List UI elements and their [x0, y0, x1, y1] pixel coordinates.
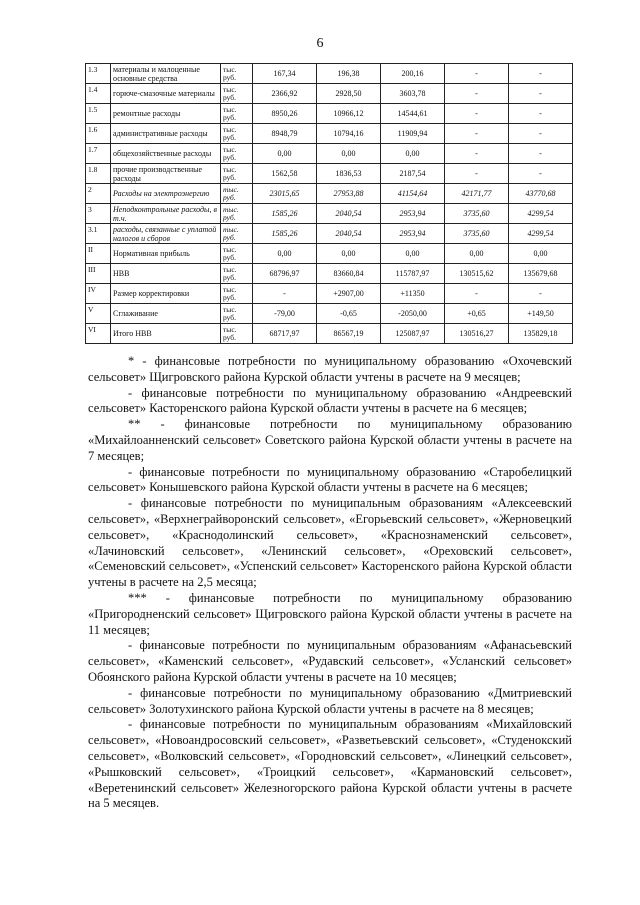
row-number-cell: II	[86, 244, 111, 264]
row-number-cell: IV	[86, 284, 111, 304]
value-cell: -	[509, 164, 573, 184]
table-row	[86, 244, 573, 264]
value-cell: 0,00	[253, 244, 317, 264]
footnote-paragraph: * - финансовые потребности по муниципальному образованию «Охочевский сельсовет» Щигровского района Курской области учтены в расчете на 9 месяцев;	[88, 354, 572, 384]
item-name-cell: административные расходы	[111, 124, 221, 144]
item-name-cell: Размер корректировки	[111, 284, 221, 304]
table-row	[86, 84, 573, 104]
unit-cell: тыс. руб.	[221, 124, 253, 144]
row-number-cell: 3.1	[86, 224, 111, 244]
item-name-cell: общехозяйственные расходы	[111, 144, 221, 164]
row-number-cell: 1.7	[86, 144, 111, 164]
page-number: 6	[316, 36, 324, 51]
table-row	[86, 224, 573, 244]
row-number-cell: 3	[86, 204, 111, 224]
item-name-cell: Неподконтрольные расходы, в т.ч.	[111, 204, 221, 224]
value-cell: 1585,26	[253, 224, 317, 244]
footnote-paragraph: ** - финансовые потребности по муниципальному образованию «Михайлоанненский сельсовет» Советского района Курской области учтены в расчете на 7 месяцев;	[88, 417, 572, 463]
value-cell: 115787,97	[381, 264, 445, 284]
footnote-paragraph: - финансовые потребности по муниципальным образованиям «Михайловский сельсовет», «Новоандросовский сельсовет», «Разветьевский сельсовет», «Студенокский сельсовет», «Волковский сельсовет», «Городновский сельсовет», «Линецкий сельсовет», «Рышковский сельсовет», «Троицкий сельсовет», «Кармановский сельсовет», «Веретенинский сельсовет» Железногорского района Курской области учтены в расчете на 5 месяцев.	[88, 717, 572, 811]
value-cell: 3603,78	[381, 84, 445, 104]
value-cell: 0,00	[381, 244, 445, 264]
table-row	[86, 184, 573, 204]
value-cell: 135679,68	[509, 264, 573, 284]
item-name-cell: Итого НВВ	[111, 324, 221, 344]
value-cell: 4299,54	[509, 204, 573, 224]
value-cell: -	[509, 144, 573, 164]
value-cell: 0,00	[317, 244, 381, 264]
item-name-cell: ремонтные расходы	[111, 104, 221, 124]
value-cell: 135829,18	[509, 324, 573, 344]
unit-cell: тыс. руб.	[221, 184, 253, 204]
value-cell: 130515,62	[445, 264, 509, 284]
table-row	[86, 124, 573, 144]
value-cell: 167,34	[253, 64, 317, 84]
value-cell: 3735,60	[445, 224, 509, 244]
unit-cell: тыс. руб.	[221, 84, 253, 104]
row-number-cell: 1.6	[86, 124, 111, 144]
table-row	[86, 144, 573, 164]
value-cell: 41154,64	[381, 184, 445, 204]
value-cell: 11909,94	[381, 124, 445, 144]
unit-cell: тыс. руб.	[221, 304, 253, 324]
value-cell: -	[509, 84, 573, 104]
value-cell: 1585,26	[253, 204, 317, 224]
footnote-paragraph: *** - финансовые потребности по муниципальному образованию «Пригородненский сельсовет» Щигровского района Курской области учтены в расчете на 11 месяцев;	[88, 590, 572, 637]
item-name-cell: Нормативная прибыль	[111, 244, 221, 264]
value-cell: 83660,84	[317, 264, 381, 284]
item-name-cell: Сглаживание	[111, 304, 221, 324]
value-cell: -	[509, 64, 573, 84]
value-cell: +2907,00	[317, 284, 381, 304]
value-cell: 2953,94	[381, 224, 445, 244]
value-cell: -	[445, 164, 509, 184]
item-name-cell: прочие производственные расходы	[111, 164, 221, 184]
value-cell: 3735,60	[445, 204, 509, 224]
value-cell: 23015,65	[253, 184, 317, 204]
value-cell: 2928,50	[317, 84, 381, 104]
value-cell: 2953,94	[381, 204, 445, 224]
item-name-cell: горюче-смазочные материалы	[111, 84, 221, 104]
table-row	[86, 64, 573, 84]
row-number-cell: III	[86, 264, 111, 284]
value-cell: -	[445, 64, 509, 84]
table-row	[86, 164, 573, 184]
unit-cell: тыс. руб.	[221, 224, 253, 244]
item-name-cell: Расходы на электроэнергию	[111, 184, 221, 204]
value-cell: -	[509, 124, 573, 144]
unit-cell: тыс. руб.	[221, 144, 253, 164]
value-cell: 2187,54	[381, 164, 445, 184]
value-cell: +11350	[381, 284, 445, 304]
footnote-paragraph: - финансовые потребности по муниципальным образованиям «Алексеевский сельсовет», «Верхнеграйворонский сельсовет», «Егорьевский сельсовет», «Жерновецкий сельсовет», «Краснодолинский сельсовет», «Краснознаменский сельсовет», «Лачиновский сельсовет», «Ленинский сельсовет», «Ореховский сельсовет», «Семеновский сельсовет», «Успенский сельсовет» Касторенского района Курской области учтены в расчете на 2,5 месяца;	[88, 496, 572, 590]
value-cell: 1562,58	[253, 164, 317, 184]
value-cell: 2040,54	[317, 224, 381, 244]
value-cell: 0,00	[381, 144, 445, 164]
unit-cell: тыс. руб.	[221, 64, 253, 84]
footnotes	[88, 354, 572, 812]
value-cell: 68717,97	[253, 324, 317, 344]
value-cell: -	[445, 104, 509, 124]
value-cell: -79,00	[253, 304, 317, 324]
value-cell: 27953,88	[317, 184, 381, 204]
value-cell: 0,00	[445, 244, 509, 264]
value-cell: 130516,27	[445, 324, 509, 344]
value-cell: 86567,19	[317, 324, 381, 344]
value-cell: 8948,79	[253, 124, 317, 144]
value-cell: 68796,97	[253, 264, 317, 284]
table-row	[86, 284, 573, 304]
value-cell: 125087,97	[381, 324, 445, 344]
value-cell: 0,00	[317, 144, 381, 164]
table-row	[86, 104, 573, 124]
footnote-paragraph: - финансовые потребности по муниципальному образованию «Андреевский сельсовет» Касторенского района Курской области учтены в расчете на 6 месяцев;	[88, 385, 572, 416]
value-cell: -0,65	[317, 304, 381, 324]
unit-cell: тыс. руб.	[221, 104, 253, 124]
unit-cell: тыс. руб.	[221, 284, 253, 304]
value-cell: -	[445, 284, 509, 304]
unit-cell: тыс. руб.	[221, 324, 253, 344]
unit-cell: тыс. руб.	[221, 244, 253, 264]
row-number-cell: 1.4	[86, 84, 111, 104]
value-cell: -	[445, 124, 509, 144]
row-number-cell: 1.5	[86, 104, 111, 124]
value-cell: -	[445, 84, 509, 104]
value-cell: 43770,68	[509, 184, 573, 204]
row-number-cell: 2	[86, 184, 111, 204]
value-cell: 8950,26	[253, 104, 317, 124]
value-cell: 196,38	[317, 64, 381, 84]
unit-cell: тыс. руб.	[221, 164, 253, 184]
value-cell: 10966,12	[317, 104, 381, 124]
table-row	[86, 264, 573, 284]
footnote-paragraph: - финансовые потребности по муниципальному образованию «Дмитриевский сельсовет» Золотухинского района Курской области учтены в расчете на 8 месяцев;	[88, 685, 572, 716]
value-cell: 0,00	[253, 144, 317, 164]
row-number-cell: V	[86, 304, 111, 324]
table-row	[86, 204, 573, 224]
value-cell: 0,00	[509, 244, 573, 264]
item-name-cell: НВВ	[111, 264, 221, 284]
unit-cell: тыс. руб.	[221, 204, 253, 224]
value-cell: -	[253, 284, 317, 304]
value-cell: 200,16	[381, 64, 445, 84]
footnote-paragraph: - финансовые потребности по муниципальным образованиям «Афанасьевский сельсовет», «Каменский сельсовет», «Рудавский сельсовет», «Усланский сельсовет» Обоянского района Курской области учтены в расчете на 10 месяцев;	[88, 638, 572, 684]
row-number-cell: VI	[86, 324, 111, 344]
value-cell: +149,50	[509, 304, 573, 324]
value-cell: +0,65	[445, 304, 509, 324]
value-cell: 42171,77	[445, 184, 509, 204]
table-row	[86, 304, 573, 324]
value-cell: 2366,92	[253, 84, 317, 104]
value-cell: -	[445, 144, 509, 164]
row-number-cell: 1.3	[86, 64, 111, 84]
value-cell: 10794,16	[317, 124, 381, 144]
footnote-paragraph: - финансовые потребности по муниципальному образованию «Старобелицкий сельсовет» Конышевского района Курской области учтены в расчете на 6 месяцев;	[88, 464, 572, 495]
financial-table-body	[86, 64, 573, 344]
value-cell: -	[509, 104, 573, 124]
financial-table	[85, 63, 573, 344]
table-row	[86, 324, 573, 344]
value-cell: 4299,54	[509, 224, 573, 244]
value-cell: 1836,53	[317, 164, 381, 184]
unit-cell: тыс. руб.	[221, 264, 253, 284]
item-name-cell: материалы и малоценные основные средства	[111, 64, 221, 84]
value-cell: -	[509, 284, 573, 304]
value-cell: -2050,00	[381, 304, 445, 324]
item-name-cell: расходы, связанные с уплатой налогов и сборов	[111, 224, 221, 244]
value-cell: 14544,61	[381, 104, 445, 124]
value-cell: 2040,54	[317, 204, 381, 224]
row-number-cell: 1.8	[86, 164, 111, 184]
